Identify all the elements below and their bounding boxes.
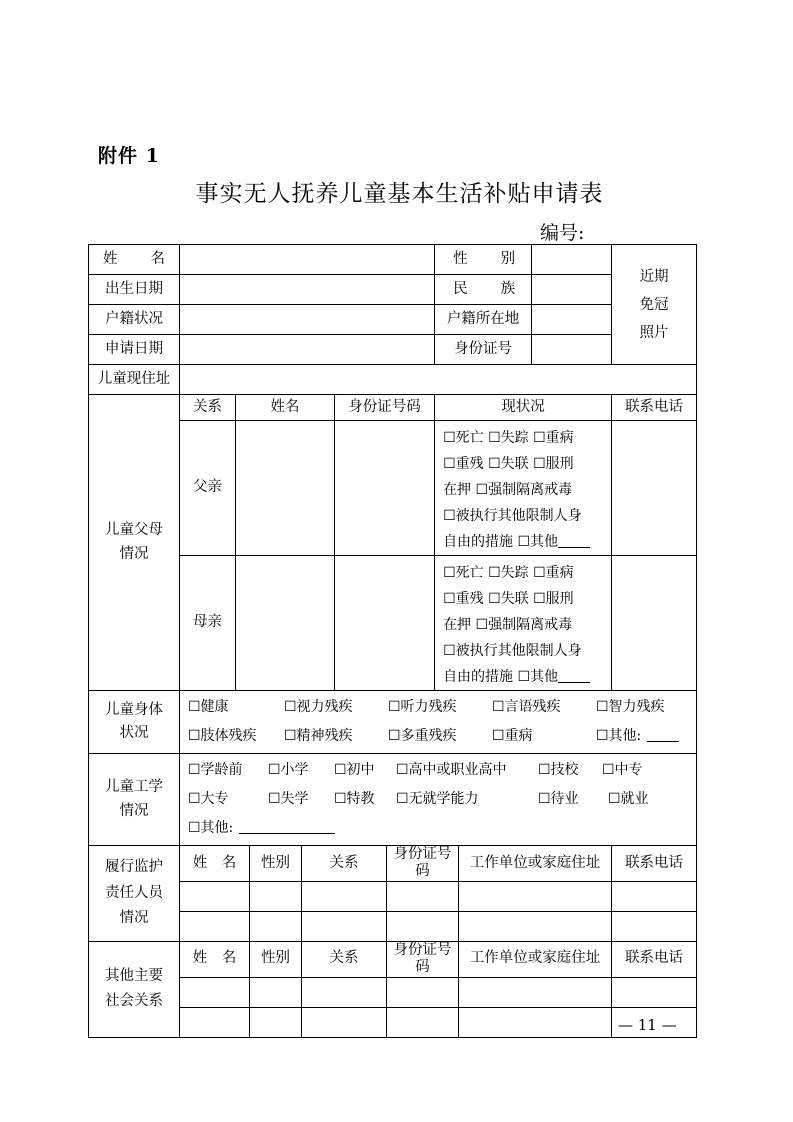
social-header-id-number: 身份证号码 xyxy=(387,941,459,977)
father-id-field[interactable] xyxy=(335,421,435,556)
header-name: 姓名 xyxy=(236,395,335,421)
health-opt-mental[interactable]: ☐精神残疾 xyxy=(284,728,353,744)
father-status-line-5[interactable]: 自由的措施 ☐其他 xyxy=(443,534,559,550)
guardian-row-2-id[interactable] xyxy=(387,911,459,941)
name-label: 姓 名 xyxy=(89,245,180,275)
parents-section-line-1: 儿童父母 xyxy=(105,522,163,539)
study-section-line-1: 儿童工学 xyxy=(105,779,163,796)
guardian-header-phone: 联系电话 xyxy=(612,846,697,882)
social-section-line-2: 社会关系 xyxy=(105,993,163,1010)
guardian-row-2-relation[interactable] xyxy=(302,911,387,941)
guardian-row-2-phone[interactable] xyxy=(612,911,697,941)
study-opt-other[interactable] xyxy=(188,814,335,843)
form-title: 事实无人抚养儿童基本生活补贴申请表 xyxy=(195,181,604,207)
study-section-line-2: 情况 xyxy=(119,802,149,819)
guardian-section-line-2: 责任人员 xyxy=(105,884,163,901)
social-header-gender: 性别 xyxy=(250,941,302,977)
social-row-2-name[interactable] xyxy=(180,1007,250,1037)
study-opt-dropout[interactable]: ☐失学 xyxy=(268,791,309,807)
social-row-2-gender[interactable] xyxy=(250,1007,302,1037)
hukou-place-label: 户籍所在地 xyxy=(435,305,532,335)
guardian-header-address: 工作单位或家庭住址 xyxy=(459,846,612,882)
guardian-row-1-phone[interactable] xyxy=(612,881,697,911)
photo-box[interactable] xyxy=(612,245,697,365)
health-other-blank[interactable] xyxy=(647,727,679,742)
social-row-2-id[interactable] xyxy=(387,1007,459,1037)
ethnicity-field[interactable] xyxy=(532,275,612,305)
photo-text-2: 免冠 xyxy=(639,296,669,313)
guardian-row-1-gender[interactable] xyxy=(250,881,302,911)
study-opt-employed[interactable]: ☐就业 xyxy=(608,791,649,807)
header-phone: 联系电话 xyxy=(612,395,697,421)
social-section-label xyxy=(89,941,180,1037)
id-number-field[interactable] xyxy=(532,335,612,365)
father-status-line-4[interactable]: ☐被执行其他限制人身 xyxy=(443,508,582,524)
social-row-1-gender[interactable] xyxy=(250,977,302,1007)
mother-label: 母亲 xyxy=(180,556,236,691)
health-section-label xyxy=(89,691,180,754)
father-status-line-1[interactable]: ☐死亡 ☐失踪 ☐重病 xyxy=(443,430,574,446)
guardian-row-1-relation[interactable] xyxy=(302,881,387,911)
father-other-blank[interactable] xyxy=(558,533,590,548)
study-opt-unable[interactable]: ☐无就学能力 xyxy=(396,791,479,807)
study-opt-senior[interactable]: ☐高中或职业高中 xyxy=(396,762,507,778)
study-opt-other-label[interactable]: ☐其他: xyxy=(188,820,234,836)
header-id-number: 身份证号码 xyxy=(335,395,435,421)
study-other-blank[interactable] xyxy=(239,819,335,834)
apply-date-label: 申请日期 xyxy=(89,335,180,365)
social-header-address: 工作单位或家庭住址 xyxy=(459,941,612,977)
health-options[interactable] xyxy=(180,691,697,754)
social-row-1-address[interactable] xyxy=(459,977,612,1007)
mother-status-line-5[interactable]: 自由的措施 ☐其他 xyxy=(443,669,559,685)
hukou-status-field[interactable] xyxy=(180,305,435,335)
mother-other-blank[interactable] xyxy=(558,668,590,683)
guardian-header-relation: 关系 xyxy=(302,846,387,882)
social-section-line-1: 其他主要 xyxy=(105,967,163,984)
study-opt-special-education[interactable]: ☐特教 xyxy=(334,791,375,807)
mother-status-line-3[interactable]: 在押 ☐强制隔离戒毒 xyxy=(443,617,573,633)
mother-id-field[interactable] xyxy=(335,556,435,691)
father-name-field[interactable] xyxy=(236,421,335,556)
id-number-label: 身份证号 xyxy=(435,335,532,365)
parents-section-label xyxy=(89,395,180,691)
gender-field[interactable] xyxy=(532,245,612,275)
guardian-header-gender: 性别 xyxy=(250,846,302,882)
hukou-status-label: 户籍状况 xyxy=(89,305,180,335)
father-status-line-3[interactable]: 在押 ☐强制隔离戒毒 xyxy=(443,482,573,498)
study-opt-secondary-vocational[interactable]: ☐中专 xyxy=(602,762,643,778)
father-phone-field[interactable] xyxy=(612,421,697,556)
mother-name-field[interactable] xyxy=(236,556,335,691)
guardian-row-2-name[interactable] xyxy=(180,911,250,941)
health-opt-physical[interactable]: ☐肢体残疾 xyxy=(188,728,257,744)
social-header-name: 姓 名 xyxy=(180,941,250,977)
guardian-section-line-3: 情况 xyxy=(119,910,149,927)
mother-status-line-2[interactable]: ☐重残 ☐失联 ☐服刑 xyxy=(443,591,574,607)
health-section-line-1: 儿童身体 xyxy=(105,701,163,718)
health-section-line-2: 状况 xyxy=(119,725,149,741)
health-opt-serious-illness[interactable]: ☐重病 xyxy=(492,728,533,744)
apply-date-field[interactable] xyxy=(180,335,435,365)
social-header-relation: 关系 xyxy=(302,941,387,977)
social-row-2-address[interactable] xyxy=(459,1007,612,1037)
guardian-row-1-address[interactable] xyxy=(459,881,612,911)
guardian-section-label xyxy=(89,846,180,942)
health-opt-other-label[interactable]: ☐其他: xyxy=(596,728,642,744)
study-opt-junior[interactable]: ☐初中 xyxy=(334,762,375,778)
header-relation: 关系 xyxy=(180,395,236,421)
mother-status-line-4[interactable]: ☐被执行其他限制人身 xyxy=(443,643,582,659)
guardian-header-id-number: 身份证号码 xyxy=(387,846,459,882)
father-status-options[interactable] xyxy=(435,421,612,556)
health-opt-speech[interactable]: ☐言语残疾 xyxy=(492,699,561,715)
study-opt-unemployed[interactable]: ☐待业 xyxy=(538,791,579,807)
health-opt-healthy[interactable]: ☐健康 xyxy=(188,699,229,715)
attachment-label: 附件 1 xyxy=(98,145,160,167)
application-form-table xyxy=(88,244,697,1038)
social-row-1-relation[interactable] xyxy=(302,977,387,1007)
study-opt-preschool[interactable]: ☐学龄前 xyxy=(188,762,243,778)
gender-label: 性 别 xyxy=(435,245,532,275)
health-opt-other[interactable] xyxy=(596,722,679,751)
hukou-place-field[interactable] xyxy=(532,305,612,335)
guardian-row-1-id[interactable] xyxy=(387,881,459,911)
social-row-1-id[interactable] xyxy=(387,977,459,1007)
address-field[interactable] xyxy=(180,365,697,395)
guardian-row-2-address[interactable] xyxy=(459,911,612,941)
mother-status-options[interactable] xyxy=(435,556,612,691)
social-row-1-phone[interactable] xyxy=(612,977,697,1007)
page-number: — 11 — xyxy=(618,1016,677,1034)
study-options[interactable] xyxy=(180,754,697,846)
study-opt-primary[interactable]: ☐小学 xyxy=(268,762,309,778)
health-opt-hearing[interactable]: ☐听力残疾 xyxy=(388,699,457,715)
guardian-row-2-gender[interactable] xyxy=(250,911,302,941)
birth-date-field[interactable] xyxy=(180,275,435,305)
father-label: 父亲 xyxy=(180,421,236,556)
health-opt-multiple[interactable]: ☐多重残疾 xyxy=(388,728,457,744)
mother-phone-field[interactable] xyxy=(612,556,697,691)
photo-text-1: 近期 xyxy=(639,268,669,285)
photo-text-3: 照片 xyxy=(639,324,669,341)
study-opt-technical[interactable]: ☐技校 xyxy=(538,762,579,778)
social-row-1-name[interactable] xyxy=(180,977,250,1007)
social-row-2-relation[interactable] xyxy=(302,1007,387,1037)
birth-date-label: 出生日期 xyxy=(89,275,180,305)
father-status-line-2[interactable]: ☐重残 ☐失联 ☐服刑 xyxy=(443,456,574,472)
header-status: 现状况 xyxy=(435,395,612,421)
name-field[interactable] xyxy=(180,245,435,275)
social-header-phone: 联系电话 xyxy=(612,941,697,977)
ethnicity-label: 民 族 xyxy=(435,275,532,305)
guardian-row-1-name[interactable] xyxy=(180,881,250,911)
serial-number-label: 编号: xyxy=(540,222,585,244)
mother-status-line-1[interactable]: ☐死亡 ☐失踪 ☐重病 xyxy=(443,565,574,581)
health-opt-vision[interactable]: ☐视力残疾 xyxy=(284,699,353,715)
guardian-header-name: 姓 名 xyxy=(180,846,250,882)
parents-section-line-2: 情况 xyxy=(119,545,149,562)
guardian-section-line-1: 履行监护 xyxy=(105,859,163,876)
health-opt-intellectual[interactable]: ☐智力残疾 xyxy=(596,699,665,715)
study-opt-college[interactable]: ☐大专 xyxy=(188,791,229,807)
study-section-label xyxy=(89,754,180,846)
address-label: 儿童现住址 xyxy=(89,365,180,395)
